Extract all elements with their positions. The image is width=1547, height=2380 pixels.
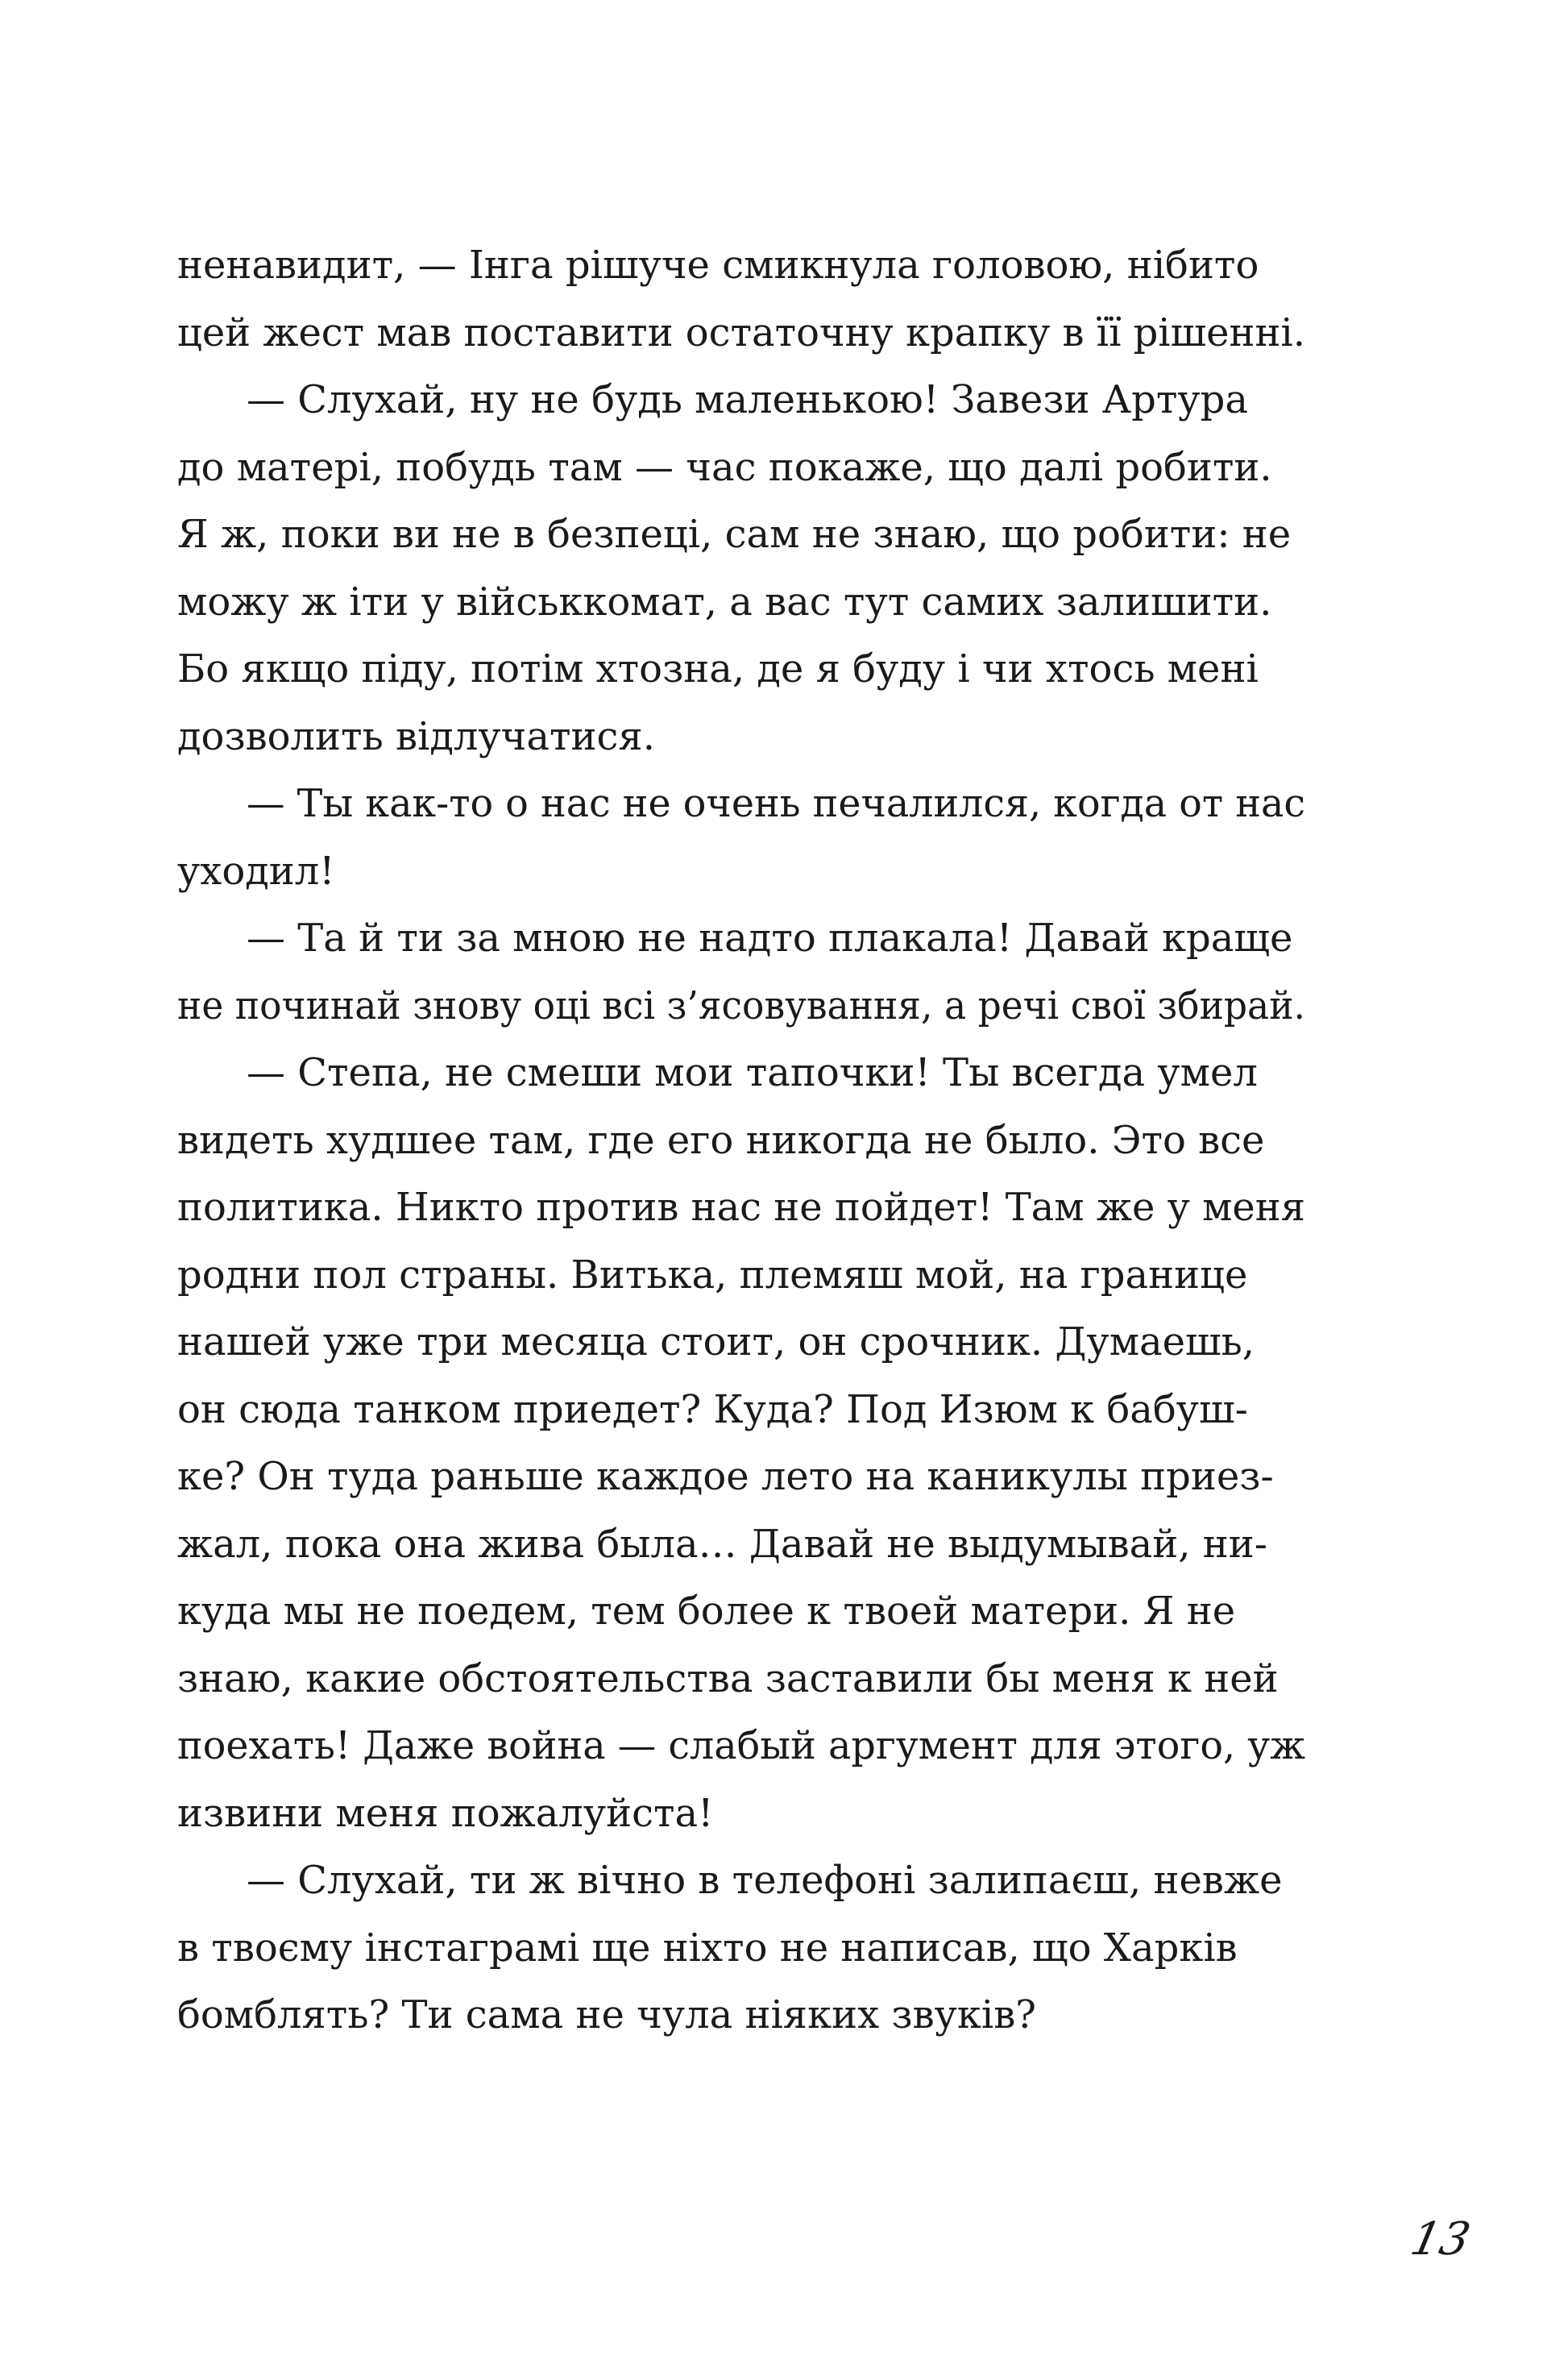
text-line: — Ты как-то о нас не очень печалился, когда от нас xyxy=(247,781,1305,826)
text-line: бомблять? Ти сама не чула ніяких звуків? xyxy=(177,1992,1036,2037)
text-line: ке? Он туда раньше каждое лето на каникулы приез- xyxy=(177,1454,1274,1499)
text-line: поехать! Даже война — слабый аргумент для этого, уж xyxy=(177,1723,1305,1768)
text-line: — Слухай, ну не будь маленькою! Завези Артура xyxy=(247,377,1248,422)
page-number: 13 xyxy=(1406,2213,1475,2266)
text-line: — Та й ти за мною не надто плакала! Давай краще xyxy=(247,916,1293,961)
text-line: извини меня пожалуйста! xyxy=(177,1790,714,1836)
text-line: цей жест мав поставити остаточну крапку в її рішенні. xyxy=(177,309,1305,355)
text-line: в твоєму інстаграмі ще ніхто не написав, що Харків xyxy=(177,1925,1238,1971)
text-line: — Степа, не смеши мои тапочки! Ты всегда умел xyxy=(247,1050,1258,1095)
text-line: Я ж, поки ви не в безпеці, сам не знаю, що робити: не xyxy=(177,512,1292,557)
text-line: нашей уже три месяца стоит, он срочник. Думаешь, xyxy=(177,1319,1255,1364)
text-line: не починай знову оці всі з’ясовування, а речі свої збирай. xyxy=(177,982,1305,1028)
text-line: родни пол страны. Витька, племяш мой, на границе xyxy=(177,1252,1248,1298)
text-line: куда мы не поедем, тем более к твоей матери. Я не xyxy=(177,1589,1236,1634)
text-line: дозволить відлучатися. xyxy=(177,713,655,759)
text-line: ненавидит, — Інга рішуче смикнула головою, нібито xyxy=(177,243,1259,288)
body-text xyxy=(177,232,1305,2050)
text-line: уходил! xyxy=(177,848,335,894)
text-line: до матері, побудь там — час покаже, що далі робити. xyxy=(177,444,1272,490)
text-line: можу ж іти у військкомат, а вас тут самих залишити. xyxy=(177,579,1272,625)
text-line: — Слухай, ти ж вічно в телефоні залипаєш, невже xyxy=(247,1858,1283,1903)
text-line: знаю, какие обстоятельства заставили бы меня к ней xyxy=(177,1655,1279,1701)
text-line: жал, пока она жива была… Давай не выдумывай, ни- xyxy=(177,1521,1267,1567)
text-line: политика. Никто против нас не пойдет! Там же у меня xyxy=(177,1185,1305,1230)
text-line: он сюда танком приедет? Куда? Под Изюм к бабуш- xyxy=(177,1386,1248,1432)
text-line: Бо якщо піду, потім хтозна, де я буду і чи хтось мені xyxy=(177,646,1259,692)
text-line: видеть худшее там, где его никогда не было. Это все xyxy=(177,1117,1265,1163)
